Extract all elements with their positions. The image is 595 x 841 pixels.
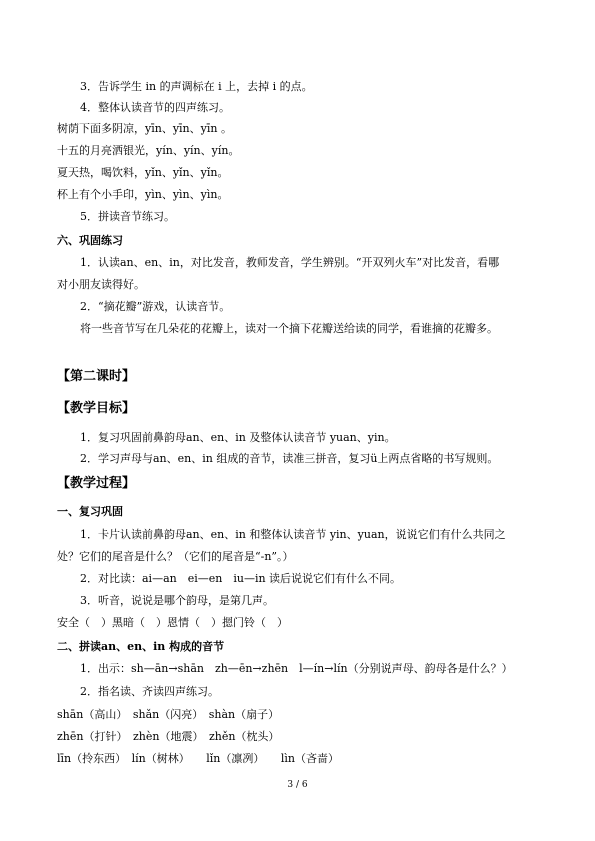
text-line: līn（拎东西） lín（树林） lǐn（凛冽） lìn（吝啬） — [57, 752, 339, 765]
page-number: 3 / 6 — [287, 780, 308, 790]
text-line: 5．拼读音节练习。 — [80, 210, 175, 223]
text-line: 1．出示：sh—ān→shān zh—ēn→zhēn l—ín→lín（分别说声母、韵母各是什么？） — [80, 662, 513, 675]
text-line: 杯上有个小手印，yìn、yìn、yìn。 — [57, 188, 229, 201]
section-heading: 六、巩固练习 — [57, 234, 123, 247]
text-line: 1．认读an、en、in，对比发音，教师发音，学生辨别。“开双列火车”对比发音，看哪 — [80, 256, 500, 269]
text-line: 树荫下面多阴凉，yīn、yīn、yīn 。 — [57, 122, 232, 135]
text-line: 4．整体认读音节的四声练习。 — [80, 101, 230, 114]
text-line: 十五的月亮洒银光，yín、yín、yín。 — [57, 144, 240, 157]
text-line: zhēn（打针） zhèn（地震） zhěn（枕头） — [57, 730, 280, 743]
text-line: 2．指名读、齐读四声练习。 — [80, 685, 219, 698]
text-line: 2．学习声母与an、en、in 组成的音节，读准三拼音，复习ü上两点省略的书写规则。 — [80, 452, 499, 465]
process-heading: 【教学过程】 — [57, 476, 136, 491]
objectives-heading: 【教学目标】 — [57, 401, 136, 416]
text-line: 1．复习巩固前鼻韵母an、en、in 及整体认读音节 yuan、yin。 — [80, 431, 396, 444]
text-line: 将一些音节写在几朵花的花瓣上，读对一个摘下花瓣送给读的同学，看谁摘的花瓣多。 — [80, 322, 498, 335]
text-line: 处？它们的尾音是什么？（它们的尾音是“-n”。） — [57, 550, 294, 563]
text-line: 3．告诉学生 in 的声调标在 i 上，去掉 i 的点。 — [80, 80, 313, 93]
text-line: 安全（ ）黑暗（ ）恩情（ ）摁门铃（ ） — [57, 616, 288, 629]
text-line: 1．卡片认读前鼻韵母an、en、in 和整体认读音节 yin、yuan，说说它们有什么共同之 — [80, 528, 506, 541]
text-line: 夏天热，喝饮料，yǐn、yǐn、yǐn。 — [57, 166, 229, 179]
text-line: shān（高山） shǎn（闪亮） shàn（扇子） — [57, 708, 280, 721]
section-heading: 一、复习巩固 — [57, 505, 123, 518]
text-line: 2．“摘花瓣”游戏，认读音节。 — [80, 300, 231, 313]
text-line: 3．听音，说说是哪个韵母，是第几声。 — [80, 594, 274, 607]
lesson-heading: 【第二课时】 — [57, 369, 136, 384]
text-line: 对小朋友读得好。 — [57, 278, 145, 291]
section-heading: 二、拼读an、en、in 构成的音节 — [57, 640, 225, 653]
text-line: 2．对比读：ai—an ei—en iu—in 读后说说它们有什么不同。 — [80, 572, 402, 585]
